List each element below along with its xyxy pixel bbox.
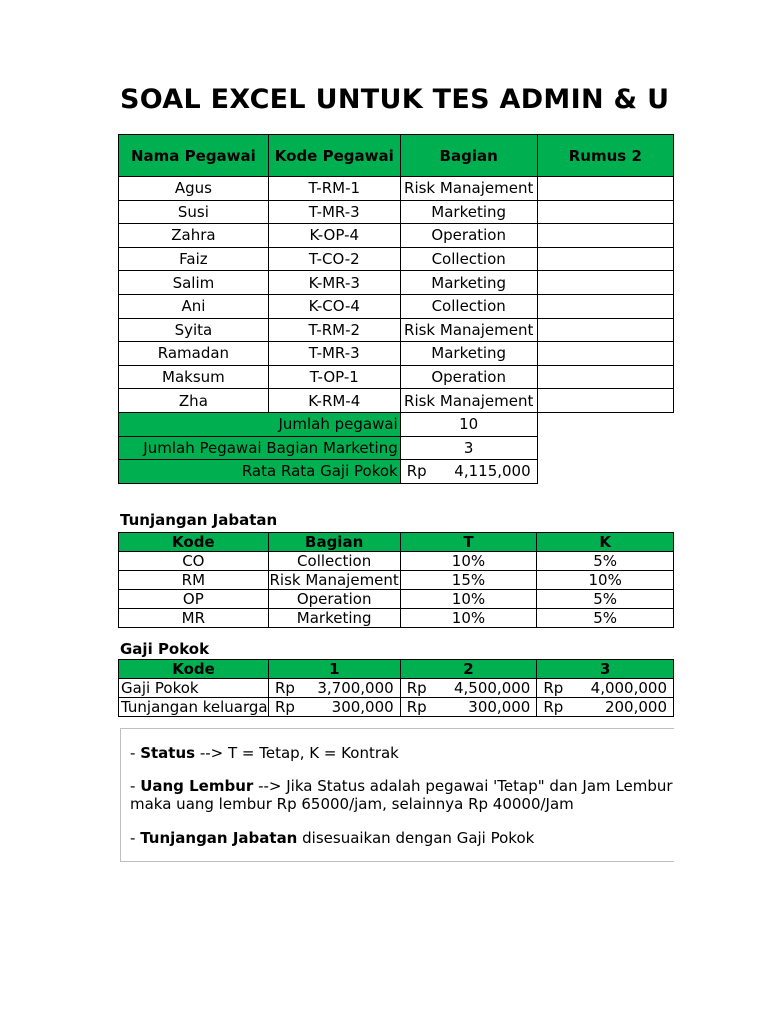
header-bagian: Bagian	[400, 135, 537, 177]
tj-cell-kode[interactable]: CO	[119, 552, 269, 571]
cell-rumus-2[interactable]	[537, 177, 673, 201]
amount: 300,000	[331, 698, 394, 716]
cell-nama[interactable]: Faiz	[119, 247, 269, 271]
cell-rumus-2[interactable]	[537, 271, 673, 295]
table-row	[119, 271, 674, 295]
gp-cell-value[interactable]	[537, 698, 674, 717]
table-row	[119, 698, 674, 717]
summary-row-jumlah-marketing	[119, 436, 674, 460]
note-uang-lembur-cont: maka uang lembur Rp 65000/jam, selainnya Rp 40000/Jam	[130, 795, 574, 813]
gp-cell-content	[269, 698, 400, 716]
gaji-pokok-heading: Gaji Pokok	[120, 640, 210, 658]
gp-cell-label[interactable]: Tunjangan keluarga	[119, 698, 269, 717]
cell-nama[interactable]: Zahra	[119, 224, 269, 248]
tj-cell-t[interactable]: 15%	[400, 571, 537, 590]
tj-cell-kode[interactable]: MR	[119, 609, 269, 628]
amount: 4,000,000	[590, 679, 667, 697]
cell-bagian[interactable]: Collection	[400, 294, 537, 318]
table-row	[119, 365, 674, 389]
gp-cell-content	[401, 679, 537, 697]
currency-label: Rp	[274, 679, 295, 697]
table-row	[119, 389, 674, 413]
gp-cell-value[interactable]	[537, 679, 674, 698]
amount: 4,500,000	[453, 679, 531, 697]
note-uang-lembur-label: Uang Lembur	[140, 777, 254, 795]
cell-kode[interactable]: K-CO-4	[268, 294, 400, 318]
tunjangan-jabatan-table	[118, 532, 674, 628]
rata-gaji-currency: Rp	[406, 462, 427, 481]
gp-cell-value[interactable]	[268, 698, 400, 717]
cell-kode[interactable]: K-MR-3	[268, 271, 400, 295]
jumlah-marketing-value[interactable]: 3	[400, 436, 537, 460]
cell-rumus-2[interactable]	[537, 365, 673, 389]
tj-cell-bagian[interactable]: Collection	[268, 552, 400, 571]
cell-nama[interactable]: Maksum	[119, 365, 269, 389]
cell-bagian[interactable]: Collection	[400, 247, 537, 271]
tj-cell-k[interactable]: 5%	[537, 552, 674, 571]
cell-bagian[interactable]: Operation	[400, 224, 537, 248]
amount: 300,000	[468, 698, 531, 716]
cell-bagian[interactable]: Marketing	[400, 342, 537, 366]
rata-gaji-value: 4,115,000	[454, 462, 531, 481]
tj-cell-t[interactable]: 10%	[400, 590, 537, 609]
cell-kode[interactable]: T-OP-1	[268, 365, 400, 389]
gp-cell-content	[269, 679, 400, 697]
tj-header-k: K	[537, 533, 674, 552]
currency-label: Rp	[543, 679, 564, 697]
cell-nama[interactable]: Susi	[119, 200, 269, 224]
table-row	[119, 571, 674, 590]
employee-table	[118, 134, 674, 484]
tunjangan-table-header	[119, 533, 674, 552]
gp-cell-content	[537, 679, 673, 697]
gp-cell-value[interactable]	[400, 679, 537, 698]
tunjangan-jabatan-heading: Tunjangan Jabatan	[120, 511, 278, 529]
cell-nama[interactable]: Zha	[119, 389, 269, 413]
table-row	[119, 342, 674, 366]
cell-kode[interactable]: K-RM-4	[268, 389, 400, 413]
currency-label: Rp	[406, 679, 427, 697]
note-status-label: Status	[140, 744, 196, 762]
header-nama-pegawai: Nama Pegawai	[119, 135, 269, 177]
cell-kode[interactable]: T-RM-1	[268, 177, 400, 201]
gp-cell-content	[401, 698, 537, 716]
cell-nama[interactable]: Agus	[119, 177, 269, 201]
table-row	[119, 609, 674, 628]
gp-header-1: 1	[268, 660, 400, 679]
cell-kode[interactable]: T-RM-2	[268, 318, 400, 342]
tj-header-t: T	[400, 533, 537, 552]
cell-bagian[interactable]: Risk Manajement	[400, 389, 537, 413]
header-kode-pegawai: Kode Pegawai	[268, 135, 400, 177]
page-title: SOAL EXCEL UNTUK TES ADMIN & U	[120, 84, 670, 115]
tj-cell-bagian[interactable]: Marketing	[268, 609, 400, 628]
currency-label: Rp	[274, 698, 295, 716]
cell-bagian[interactable]: Marketing	[400, 200, 537, 224]
cell-nama[interactable]: Syita	[119, 318, 269, 342]
cell-rumus-2[interactable]	[537, 389, 673, 413]
note-status: - Status --> T = Tetap, K = Kontrak	[130, 744, 399, 762]
tj-cell-k[interactable]: 5%	[537, 609, 674, 628]
cell-bagian[interactable]: Operation	[400, 365, 537, 389]
tj-cell-k[interactable]: 5%	[537, 590, 674, 609]
cell-bagian[interactable]: Risk Manajement	[400, 177, 537, 201]
table-row	[119, 224, 674, 248]
header-rumus-2: Rumus 2	[537, 135, 673, 177]
summary-row-rata-gaji	[119, 460, 674, 484]
gaji-table-header	[119, 660, 674, 679]
cell-nama[interactable]: Salim	[119, 271, 269, 295]
tj-cell-kode[interactable]: RM	[119, 571, 269, 590]
gp-header-3: 3	[537, 660, 674, 679]
table-row	[119, 294, 674, 318]
tj-cell-t[interactable]: 10%	[400, 552, 537, 571]
table-row	[119, 318, 674, 342]
cell-rumus-2[interactable]	[537, 200, 673, 224]
currency-label: Rp	[406, 698, 427, 716]
note-tunjangan-label: Tunjangan Jabatan	[140, 829, 298, 847]
jumlah-pegawai-value[interactable]: 10	[400, 412, 537, 436]
employee-table-header	[119, 135, 674, 177]
cell-kode[interactable]: T-MR-3	[268, 200, 400, 224]
cell-kode[interactable]: K-OP-4	[268, 224, 400, 248]
cell-kode[interactable]: T-CO-2	[268, 247, 400, 271]
cell-rumus-2[interactable]	[537, 318, 673, 342]
cell-rumus-2[interactable]	[537, 294, 673, 318]
table-row	[119, 679, 674, 698]
rata-gaji-label: Rata Rata Gaji Pokok	[119, 460, 401, 484]
table-row	[119, 552, 674, 571]
notes-box	[120, 728, 674, 862]
gp-cell-value[interactable]	[268, 679, 400, 698]
tj-cell-k[interactable]: 10%	[537, 571, 674, 590]
cell-bagian[interactable]: Marketing	[400, 271, 537, 295]
table-row	[119, 247, 674, 271]
amount: 3,700,000	[317, 679, 394, 697]
tj-cell-bagian[interactable]: Risk Manajement	[269, 571, 399, 589]
table-row	[119, 200, 674, 224]
cell-bagian[interactable]: Risk Manajement	[400, 318, 537, 342]
cell-rumus-2[interactable]	[537, 247, 673, 271]
gp-cell-value[interactable]	[400, 698, 537, 717]
cell-rumus-2[interactable]	[537, 342, 673, 366]
jumlah-pegawai-label: Jumlah pegawai	[119, 412, 401, 436]
table-row	[119, 590, 674, 609]
gp-header-2: 2	[400, 660, 537, 679]
tj-header-kode: Kode	[119, 533, 269, 552]
gp-header-kode: Kode	[119, 660, 269, 679]
amount: 200,000	[604, 698, 667, 716]
jumlah-marketing-label: Jumlah Pegawai Bagian Marketing	[119, 436, 401, 460]
tj-cell-bagian[interactable]: Operation	[268, 590, 400, 609]
gaji-pokok-table	[118, 659, 674, 717]
gp-cell-content	[537, 698, 673, 716]
gp-cell-label[interactable]: Gaji Pokok	[119, 679, 269, 698]
rata-gaji-value-cell[interactable]	[400, 460, 537, 484]
cell-nama[interactable]: Ani	[119, 294, 269, 318]
cell-rumus-2[interactable]	[537, 224, 673, 248]
summary-row-jumlah-pegawai	[119, 412, 674, 436]
tj-header-bagian: Bagian	[268, 533, 400, 552]
note-tunjangan-jabatan: - Tunjangan Jabatan disesuaikan dengan Gaji Pokok	[130, 829, 535, 847]
table-row	[119, 177, 674, 201]
tj-cell-t[interactable]: 10%	[400, 609, 537, 628]
tj-cell-kode[interactable]: OP	[119, 590, 269, 609]
currency-label: Rp	[543, 698, 564, 716]
cell-kode[interactable]: T-MR-3	[268, 342, 400, 366]
note-uang-lembur: - Uang Lembur --> Jika Status adalah pegawai 'Tetap" dan Jam Lembur	[130, 777, 673, 795]
cell-nama[interactable]: Ramadan	[119, 342, 269, 366]
